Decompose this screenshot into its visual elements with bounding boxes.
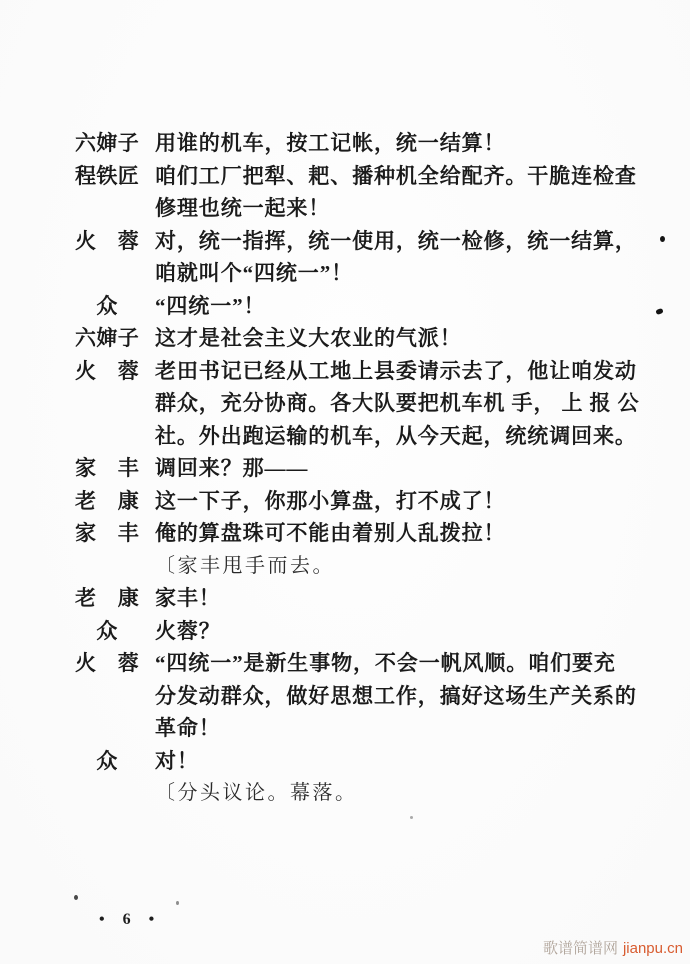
speaker-name: 众	[75, 748, 118, 773]
speaker-name	[75, 680, 139, 713]
dialogue-text: 家丰！	[155, 586, 221, 610]
script-line	[75, 290, 635, 323]
watermark	[543, 937, 683, 958]
scan-speck	[410, 816, 413, 819]
scan-speck	[176, 901, 179, 905]
script-line	[75, 257, 635, 290]
speaker-name	[75, 550, 139, 583]
dialogue-text: “四统一”！	[155, 293, 266, 318]
dialogue-text: 对！	[155, 748, 199, 773]
script-line	[75, 517, 635, 550]
scan-speck	[655, 308, 663, 315]
speaker-name: 火 蓉	[75, 358, 140, 383]
script-line	[75, 680, 635, 713]
dialogue-text: 革命！	[155, 716, 221, 740]
speaker-name: 众	[75, 618, 118, 643]
speaker-name: 程铁匠	[75, 163, 140, 188]
speaker-name: 家 丰	[75, 521, 140, 545]
dialogue-text: 老田书记已经从工地上县委请示去了，他让咱发动	[155, 358, 637, 383]
speaker-name	[75, 192, 139, 225]
dialogue-text: “四统一”是新生事物，不会一帆风顺。咱们要充	[155, 651, 616, 675]
scan-speck	[660, 236, 665, 242]
dialogue-text: 对，统一指挥，统一使用，统一检修，统一结算，	[155, 228, 637, 253]
script-line	[75, 647, 635, 680]
speaker-name	[75, 777, 139, 810]
page-number: • 6 •	[99, 911, 162, 928]
dialogue-text: 这一下子，你那小算盘，打不成了！	[155, 488, 506, 513]
speaker-name: 六婶子	[75, 131, 140, 155]
stage-direction: 〔分头议论。幕落。	[155, 782, 358, 804]
dialogue-text: 分发动群众，做好思想工作，搞好这场生产关系的	[155, 683, 637, 708]
script-line	[75, 355, 635, 388]
dialogue-text: 这才是社会主义大农业的气派！	[155, 326, 462, 350]
script-line	[75, 192, 635, 225]
script-line	[75, 127, 635, 160]
speaker-name	[75, 387, 139, 420]
speaker-name: 火 蓉	[75, 651, 140, 675]
stage-direction: 〔家丰甩手而去。	[155, 554, 335, 577]
dialogue-text: 咱们工厂把犁、耙、播种机全给配齐。干脆连检查	[155, 163, 637, 188]
script-line	[75, 745, 635, 778]
script-line	[75, 712, 635, 745]
script-line	[75, 322, 635, 355]
script-line	[75, 485, 635, 518]
speaker-name: 老 康	[75, 488, 140, 513]
dialogue-text: 群众，充分协商。各大队要把机车机 手， 上 报 公	[155, 391, 640, 415]
script-line	[75, 582, 635, 615]
script-line	[75, 420, 635, 453]
speaker-name: 火 蓉	[75, 228, 140, 253]
dialogue-text: 火蓉？	[155, 618, 221, 643]
script-line	[75, 387, 640, 420]
scan-speck	[74, 895, 78, 900]
speaker-name	[75, 257, 139, 290]
script-line	[75, 452, 635, 485]
watermark-site-name: 歌谱简谱网	[542, 940, 618, 957]
script-line	[75, 777, 635, 810]
speaker-name: 老 康	[75, 586, 140, 610]
dialogue-text: 用谁的机车，按工记帐，统一结算！	[155, 131, 506, 155]
script-line	[75, 550, 635, 583]
script-text-block	[75, 127, 640, 810]
speaker-name	[75, 712, 139, 745]
dialogue-text: 咱就叫个“四统一”！	[155, 261, 353, 285]
script-line	[75, 615, 635, 648]
dialogue-text: 社。外出跑运输的机车，从今天起，统统调回来。	[155, 423, 637, 448]
speaker-name	[75, 420, 139, 453]
speaker-name: 家 丰	[75, 456, 140, 480]
script-line	[75, 160, 635, 193]
watermark-site-url: jianpu.cn	[622, 940, 683, 957]
speaker-name: 六婶子	[75, 326, 140, 350]
dialogue-text: 调回来？那——	[155, 456, 309, 480]
speaker-name: 众	[75, 293, 118, 318]
dialogue-text: 修理也统一起来！	[155, 196, 331, 220]
script-line	[75, 225, 635, 258]
dialogue-text: 俺的算盘珠可不能由着别人乱拨拉！	[155, 521, 506, 545]
